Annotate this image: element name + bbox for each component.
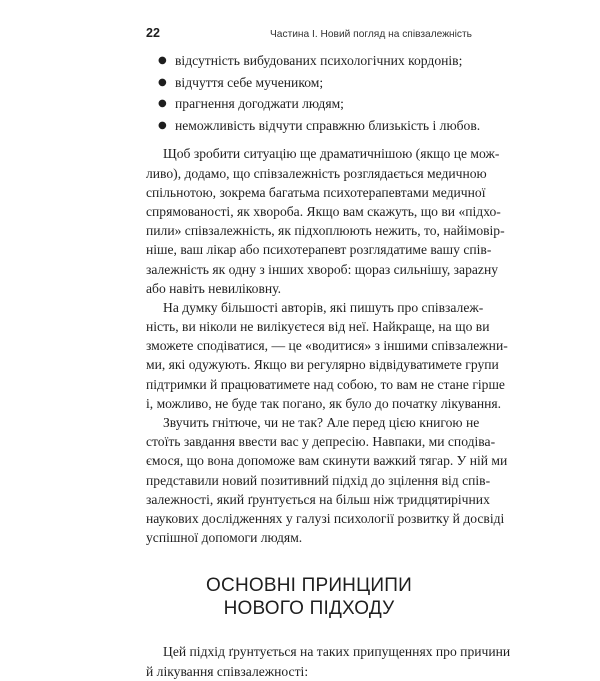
list-item — [146, 72, 472, 94]
list-item — [146, 115, 481, 137]
bullet-icon: ● — [158, 55, 167, 66]
paragraph-3 — [146, 413, 508, 547]
bullet-icon: ● — [158, 119, 167, 131]
page-body — [146, 50, 511, 681]
text-line: залежність як одну з інших хвороб: щораз сильнішу, зарazну — [146, 261, 499, 277]
text-line: спрямованості, як хвороба. Якщо вам скажуть, що ви «підхо- — [146, 203, 501, 219]
bullet-icon: ● — [158, 98, 167, 110]
text-line: ливо), додамо, що співзалежність розглядається медичною — [146, 165, 487, 181]
section-heading-line: ОСНОВНІ ПРИНЦИПИ — [206, 575, 412, 597]
list-item-text: неможливість відчути справжню близькість і любов. — [175, 117, 481, 133]
text-line: або навіть невиліковну. — [146, 280, 281, 296]
text-line: пили» співзалежність, як підхоплюють нежить, то, найімовір- — [146, 223, 505, 239]
text-line: ємося, що вона допоможе вам скинути важкий тягар. У ній ми — [146, 453, 508, 469]
list-item — [146, 93, 472, 115]
text-line: Звучить гнітюче, чи не так? Але перед цією книгою не — [163, 415, 480, 430]
list-item-text: відсутність вибудованих психологічних кордонів; — [175, 53, 463, 68]
text-line: успішної допомоги людям. — [146, 530, 303, 546]
paragraph-1 — [146, 144, 505, 298]
running-head — [146, 26, 472, 42]
text-line: наукових дослідженнях у галузі психології розвитку й досвіді — [146, 510, 505, 526]
running-title: Частина І. Новий погляд на співзалежність — [270, 29, 472, 40]
text-line: Щоб зробити ситуацію ще драматичнішою (якщо це мож- — [163, 146, 500, 162]
text-line: представили новий позитивний підхід до зцілення від спів- — [146, 472, 491, 488]
list-item-text: відчуття себе мучеником; — [175, 74, 324, 90]
text-line: і, можливо, не буде так погано, як було до початку лікування. — [146, 395, 502, 411]
list-item — [146, 50, 472, 72]
text-line: й лікування співзалежності: — [146, 663, 309, 679]
paragraph-2 — [146, 298, 508, 413]
text-line: Цей підхід ґрунтується на таких припущеннях про причини — [163, 644, 511, 660]
list-item-text: прагнення догоджати людям; — [175, 96, 344, 112]
bullet-list — [146, 50, 481, 136]
text-line: спільнотою, зокрема багатьма психотерапевтами медичної — [146, 184, 486, 200]
closing-paragraph — [146, 642, 511, 680]
text-line: ніше, ваш лікар або психотерапевт розглядатиме вашу спів- — [146, 242, 492, 258]
page-number: 22 — [146, 26, 160, 40]
text-line: залежності, який ґрунтується на більш ніж тридцятирічних — [146, 491, 490, 507]
text-line: стоїть завдання ввести вас у депресію. Навпаки, ми сподіва- — [146, 434, 496, 450]
section-heading-line: НОВОГО ПІДХОДУ — [223, 598, 395, 620]
text-line: підтримки й працюватимете над собою, то вам не стане гірше — [146, 376, 505, 392]
section-heading — [146, 574, 472, 620]
text-line: ми, які одужують. Якщо ви регулярно відвідуватимете групи — [146, 357, 499, 373]
text-line: ність, ви ніколи не вилікуєтеся від неї. Найкраще, на що ви — [146, 319, 490, 335]
text-line: зможете сподіватися, — це «водитися» з іншими співзалежни- — [146, 338, 508, 354]
bullet-icon: ● — [158, 76, 167, 88]
text-line: На думку більшості авторів, які пишуть про співзалеж- — [163, 299, 484, 315]
